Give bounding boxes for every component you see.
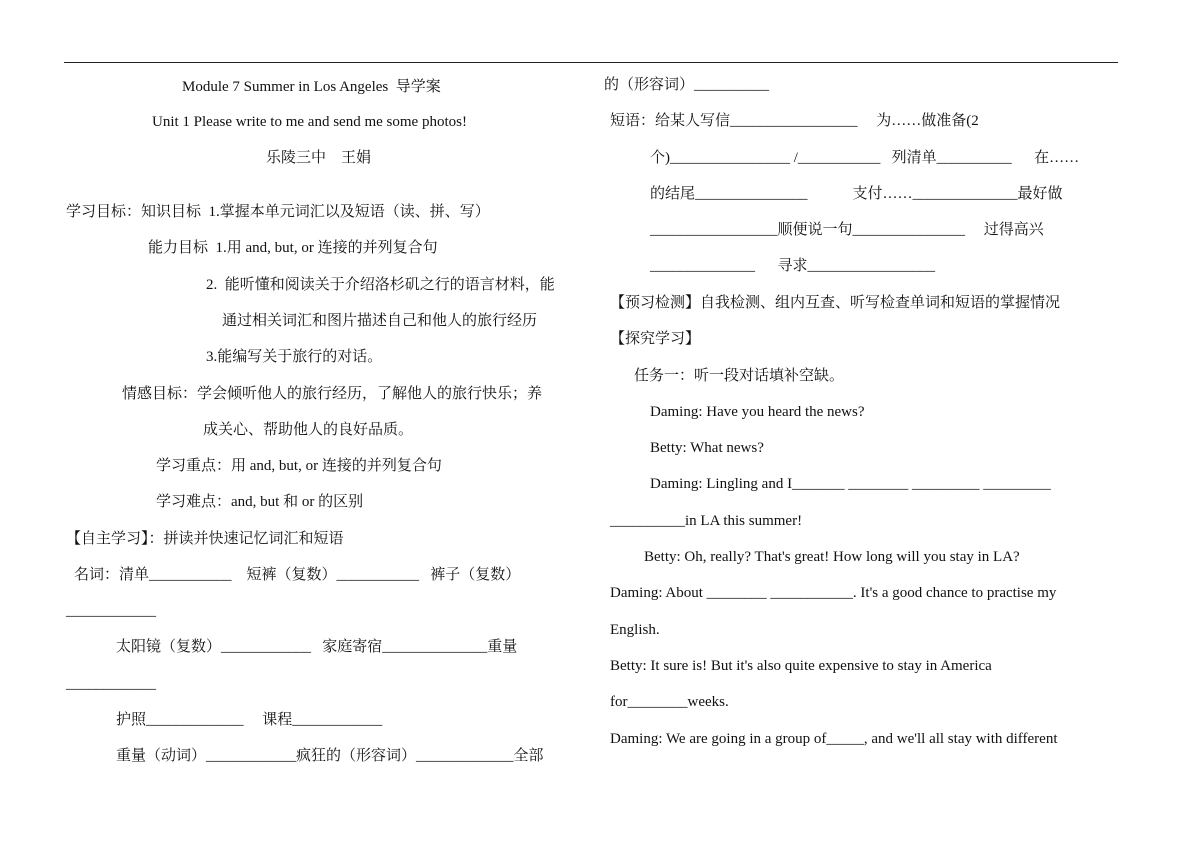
goal-emotion-a: 情感目标：学会倾听他人的旅行经历，了解他人的旅行快乐；养 — [122, 386, 543, 402]
task-one: 任务一：听一段对话填补空缺。 — [634, 368, 845, 384]
explore-heading: 【探究学习】 — [610, 331, 701, 347]
dialogue-line-6-cont: for________weeks. — [610, 694, 729, 710]
goal-ability-3: 3.能编写关于旅行的对话。 — [206, 349, 383, 365]
phrases-line-1: 短语：给某人写信_________________ 为……做准备(2 — [610, 113, 979, 129]
goal-emotion-b: 成关心、帮助他人的良好品质。 — [203, 422, 414, 438]
dialogue-line-3-cont: __________in LA this summer! — [610, 513, 803, 529]
phrases-line-3: 的结尾_______________ 支付……______________最好做 — [650, 186, 1063, 202]
dialogue-line-2: Betty: What news? — [650, 440, 764, 456]
weigh-line: 重量（动词）____________疯狂的（形容词）_____________全部 — [116, 748, 544, 764]
phrases-line-2: 个)________________ /___________ 列清单__________ 在…… — [650, 150, 1080, 166]
dialogue-line-7: Daming: We are going in a group of_____, and we'll all stay with different — [610, 731, 1058, 747]
header-rule — [64, 62, 1118, 63]
sunglasses-continued: ____________ — [66, 676, 156, 692]
self-study-heading: 【自主学习】：拼读并快速记忆词汇和短语 — [66, 531, 344, 547]
nouns-continued: ____________ — [66, 603, 156, 619]
dialogue-line-1: Daming: Have you heard the news? — [650, 404, 865, 420]
key-point: 学习重点：用 and, but, or 连接的并列复合句 — [156, 458, 442, 474]
preview-check: 【预习检测】自我检测、组内互查、听写检查单词和短语的掌握情况 — [610, 295, 1061, 311]
goal-ability-2b: 通过相关词汇和图片描述自己和他人的旅行经历 — [222, 313, 538, 329]
phrases-line-4: _________________顺便说一句_______________ 过得高兴 — [650, 222, 1044, 238]
doc-title: Module 7 Summer in Los Angeles 导学案 — [182, 79, 441, 95]
passport-line: 护照_____________ 课程____________ — [116, 712, 383, 728]
goal-ability-1: 能力目标 1.用 and, but, or 连接的并列复合句 — [148, 240, 438, 256]
dialogue-line-4: Betty: Oh, really? That's great! How long will you stay in LA? — [644, 549, 1020, 565]
adjective-line: 的（形容词）__________ — [604, 77, 770, 93]
dialogue-line-5-cont: English. — [610, 622, 660, 638]
unit-title: Unit 1 Please write to me and send me some photos! — [152, 114, 467, 130]
phrases-line-5: ______________ 寻求_________________ — [650, 258, 936, 274]
dialogue-line-5: Daming: About ________ ___________. It's a good chance to practise my — [610, 585, 1057, 601]
goal-ability-2a: 2. 能听懂和阅读关于介绍洛杉矶之行的语言材料，能 — [206, 277, 555, 293]
difficulty: 学习难点：and, but 和 or 的区别 — [156, 494, 364, 510]
goal-knowledge: 学习目标：知识目标 1.掌握本单元词汇以及短语（读、拼、写） — [66, 204, 490, 220]
dialogue-line-3: Daming: Lingling and I_______ ________ _________ _________ — [650, 476, 1051, 492]
sunglasses-line: 太阳镜（复数）____________ 家庭寄宿______________重量 — [116, 639, 518, 655]
dialogue-line-6: Betty: It sure is! But it's also quite expensive to stay in America — [610, 658, 992, 674]
nouns-line: 名词：清单___________ 短裤（复数）___________ 裤子（复数） — [74, 567, 521, 583]
author-line: 乐陵三中 王娟 — [266, 150, 372, 166]
